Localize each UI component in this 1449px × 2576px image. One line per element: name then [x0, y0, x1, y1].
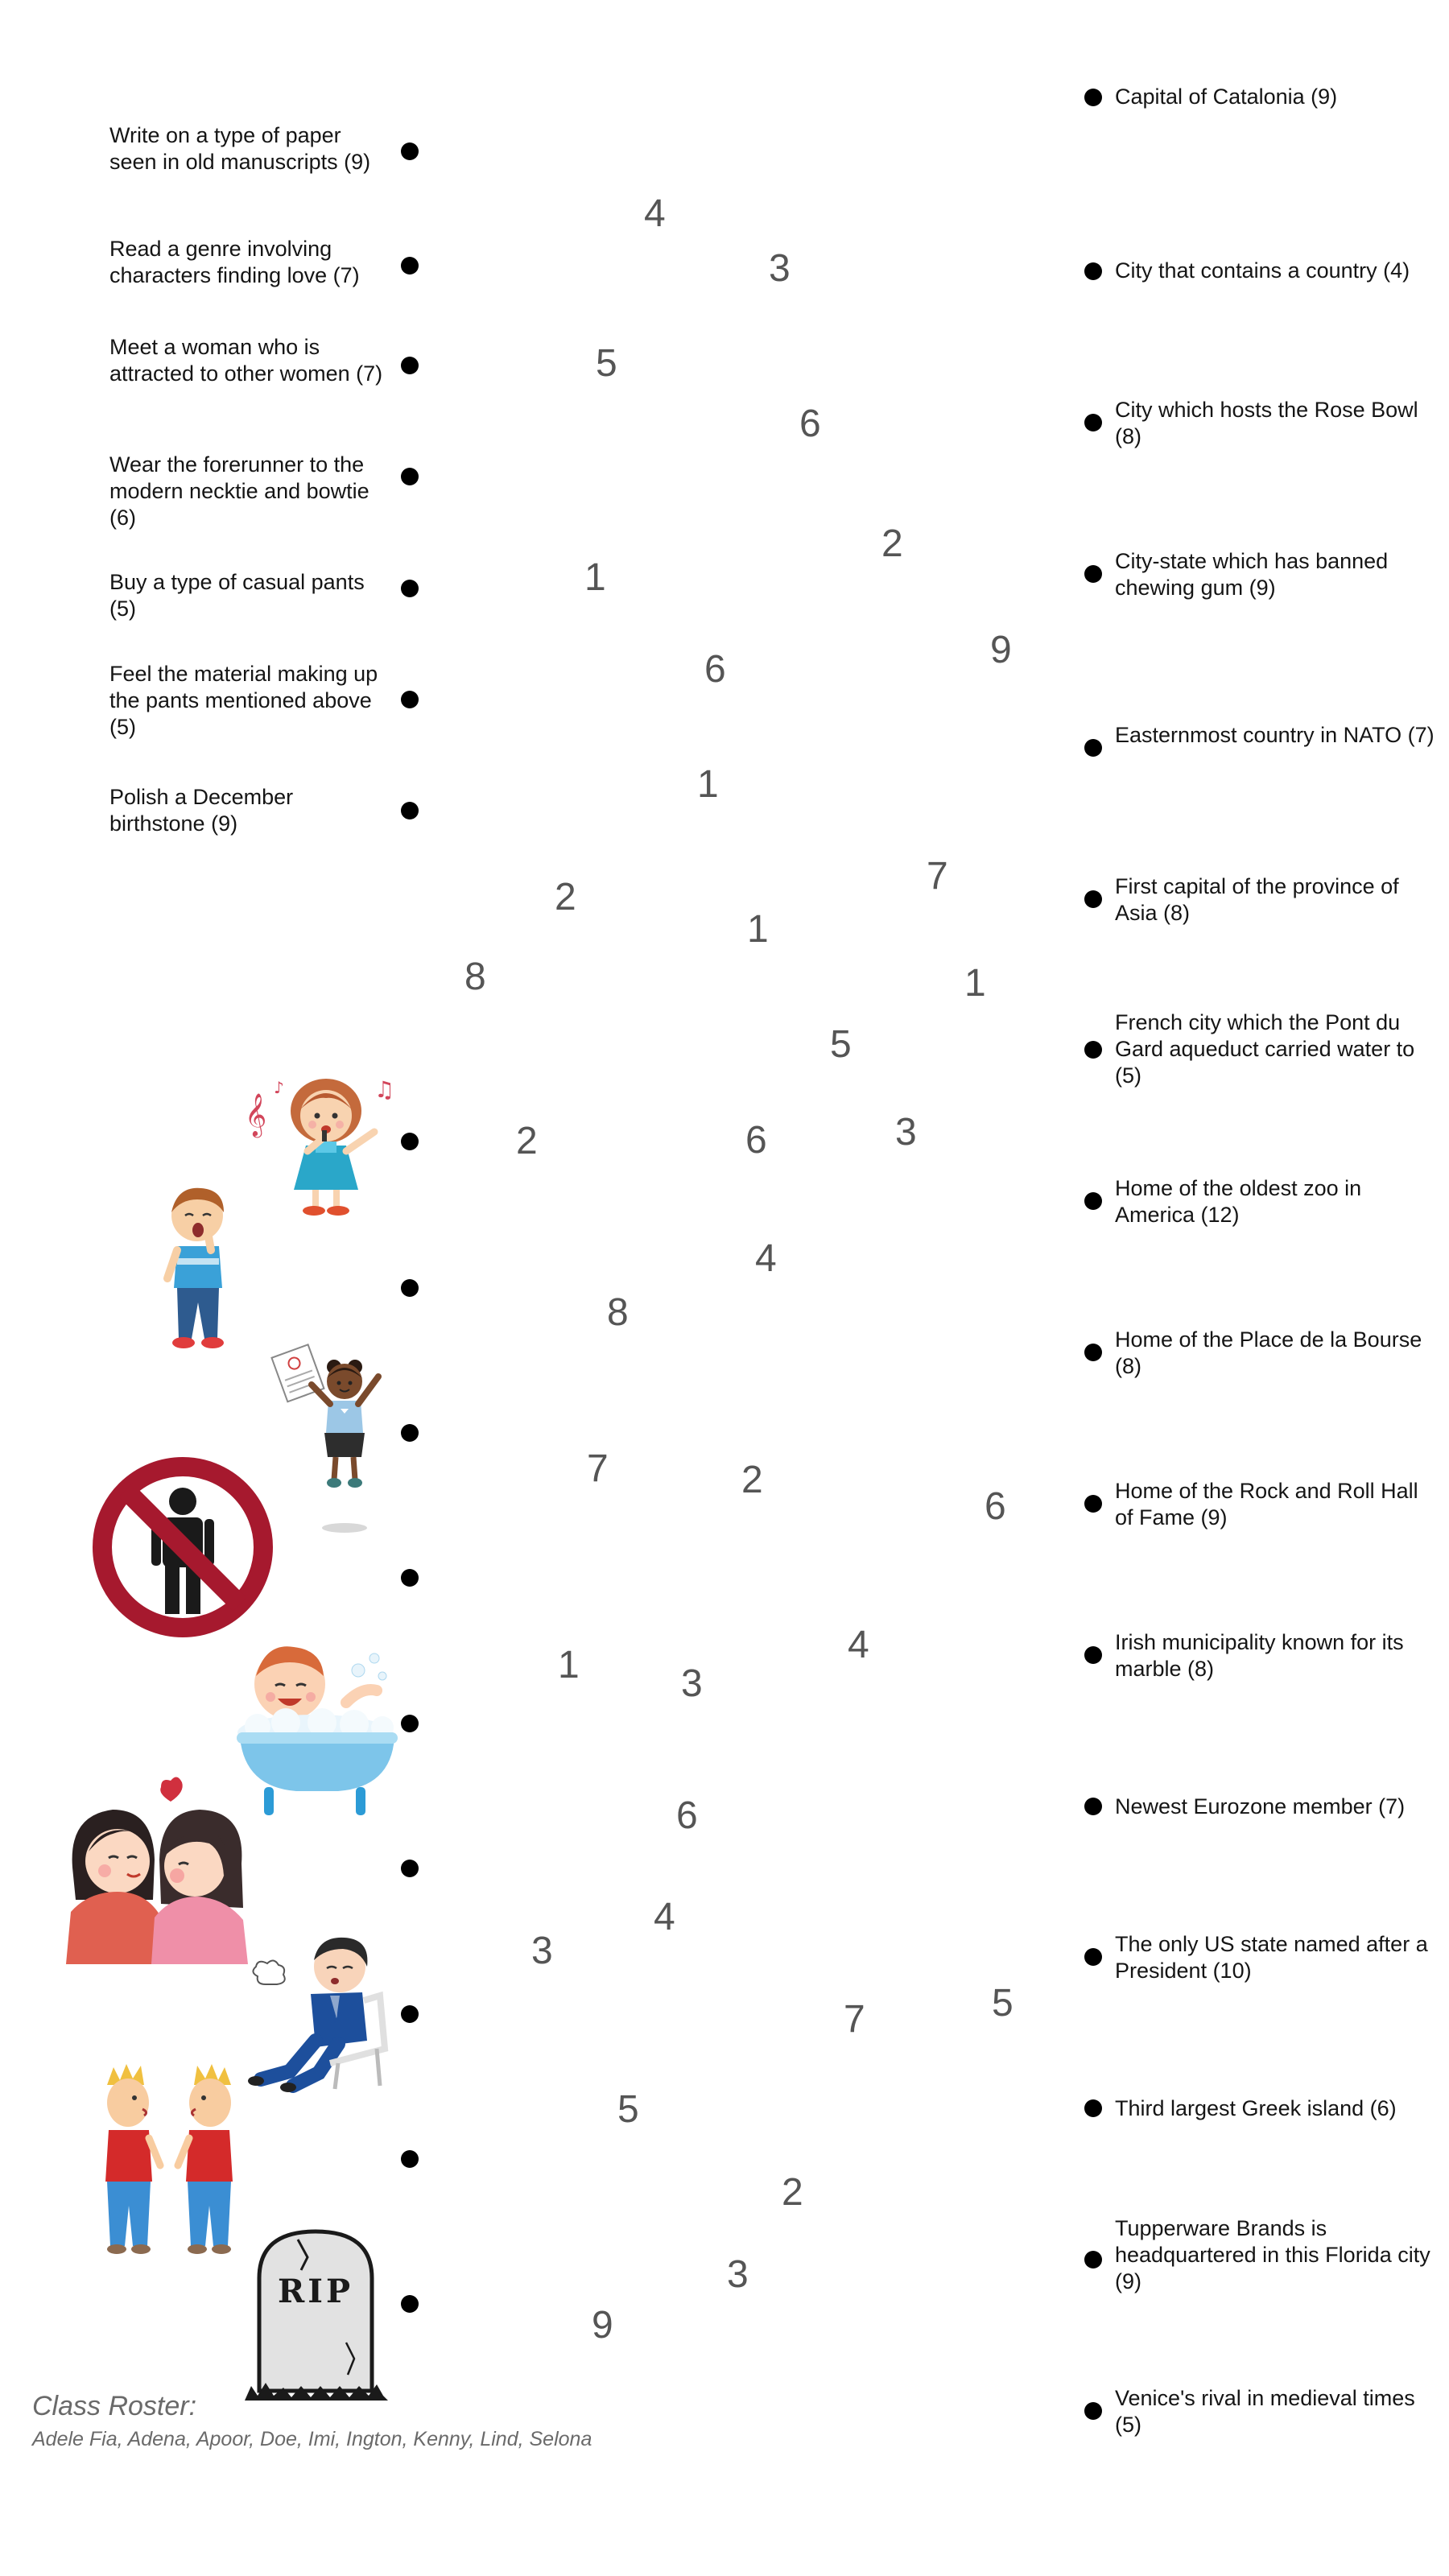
left-dot[interactable]: [401, 580, 419, 597]
right-clue-16: Venice's rival in medieval times (5): [1115, 2386, 1415, 2437]
baby-in-bathtub-icon: [233, 1626, 402, 1827]
scatter-number: 4: [644, 192, 666, 235]
left-dot[interactable]: [401, 2295, 419, 2313]
arguing-twins-icon: [93, 2061, 246, 2262]
scatter-number: 4: [848, 1624, 869, 1666]
left-dot[interactable]: [401, 357, 419, 374]
scatter-number: 9: [990, 629, 1012, 671]
left-clue-6: Feel the material making up the pants mentioned above (5): [109, 662, 378, 739]
right-clue-11: Irish municipality known for its marble (8): [1115, 1630, 1404, 1681]
scatter-number: 6: [799, 402, 821, 445]
svg-text:RIP: RIP: [277, 2273, 354, 2310]
left-clue-2: Read a genre involving characters finding love (7): [109, 237, 360, 287]
left-dot[interactable]: [401, 691, 419, 708]
scatter-number: 2: [782, 2171, 803, 2214]
scatter-number: 4: [755, 1237, 777, 1280]
left-dot[interactable]: [401, 142, 419, 160]
right-dot[interactable]: [1084, 1646, 1102, 1664]
left-dot[interactable]: [401, 257, 419, 275]
right-clue-14: Third largest Greek island (6): [1115, 2096, 1397, 2120]
right-dot[interactable]: [1084, 414, 1102, 431]
right-dot[interactable]: [1084, 1041, 1102, 1059]
right-dot[interactable]: [1084, 1798, 1102, 1815]
sleeping-man-in-chair-icon: [242, 1928, 394, 2097]
yawning-boy-icon: [153, 1182, 242, 1359]
left-dot[interactable]: [401, 2150, 419, 2168]
left-clue-3: Meet a woman who is attracted to other women (7): [109, 335, 383, 386]
left-dot[interactable]: [401, 1860, 419, 1877]
right-clue-7: French city which the Pont du Gard aqueduct carried water to (5): [1115, 1010, 1415, 1088]
right-dot[interactable]: [1084, 1948, 1102, 1966]
right-clue-2: City that contains a country (4): [1115, 258, 1410, 283]
scatter-number: 7: [844, 1998, 865, 2041]
right-dot[interactable]: [1084, 1495, 1102, 1513]
right-dot[interactable]: [1084, 890, 1102, 908]
right-clue-10: Home of the Rock and Roll Hall of Fame (9): [1115, 1479, 1418, 1530]
right-clue-13: The only US state named after a President (10): [1115, 1932, 1428, 1983]
right-dot[interactable]: [1084, 1192, 1102, 1210]
scatter-number: 2: [741, 1459, 763, 1501]
scatter-number: 8: [464, 956, 486, 998]
scatter-number: 3: [769, 247, 791, 290]
right-clue-4: City-state which has banned chewing gum (9): [1115, 549, 1389, 600]
scatter-number: 7: [927, 855, 948, 898]
scatter-number: 3: [531, 1930, 553, 1972]
scatter-number: 1: [747, 908, 769, 951]
right-clue-12: Newest Eurozone member (7): [1115, 1794, 1406, 1818]
right-clue-9: Home of the Place de la Bourse (8): [1115, 1327, 1422, 1378]
right-dot[interactable]: [1084, 565, 1102, 583]
right-dot[interactable]: [1084, 89, 1102, 106]
singing-girl-icon: [242, 1061, 402, 1222]
left-dot[interactable]: [401, 802, 419, 819]
scatter-number: 1: [584, 556, 606, 599]
right-clue-3: City which hosts the Rose Bowl (8): [1115, 398, 1418, 448]
scatter-number: 1: [558, 1644, 580, 1686]
right-clue-8: Home of the oldest zoo in America (12): [1115, 1176, 1362, 1227]
scatter-number: 6: [704, 648, 726, 691]
scatter-number: 5: [830, 1023, 852, 1066]
left-clue-5: Buy a type of casual pants (5): [109, 570, 365, 621]
scatter-number: 4: [654, 1896, 675, 1938]
svg-text:♫: ♫: [374, 1076, 395, 1103]
scatter-number: 7: [587, 1447, 609, 1490]
scatter-number: 8: [607, 1291, 629, 1334]
right-dot[interactable]: [1084, 262, 1102, 280]
no-men-sign-icon: [89, 1453, 278, 1642]
scatter-number: 6: [985, 1485, 1006, 1528]
roster-title: Class Roster:: [32, 2391, 197, 2421]
scatter-number: 9: [592, 2304, 613, 2347]
scatter-number: 6: [745, 1119, 767, 1162]
right-clue-5: Easternmost country in NATO (7): [1115, 723, 1435, 747]
left-dot[interactable]: [401, 1715, 419, 1732]
right-clue-15: Tupperware Brands is headquartered in this Florida city (9): [1115, 2216, 1430, 2293]
right-dot[interactable]: [1084, 1344, 1102, 1361]
kissing-women-icon: [64, 1771, 250, 1964]
left-dot[interactable]: [401, 468, 419, 485]
left-dot[interactable]: [401, 2005, 419, 2023]
scatter-number: 5: [596, 342, 617, 385]
scatter-number: 5: [992, 1982, 1013, 2025]
left-dot[interactable]: [401, 1279, 419, 1297]
left-clue-4: Wear the forerunner to the modern necktie and bowtie (6): [109, 452, 369, 530]
right-clue-1: Capital of Catalonia (9): [1115, 85, 1338, 109]
scatter-number: 3: [681, 1662, 703, 1705]
svg-text:♪: ♪: [274, 1078, 284, 1097]
right-dot[interactable]: [1084, 2402, 1102, 2420]
roster-names: Adele Fia, Adena, Apoor, Doe, Imi, Ington, Kenny, Lind, Selona: [32, 2428, 592, 2450]
rip-tombstone-icon: [242, 2222, 390, 2407]
scatter-number: 3: [895, 1111, 917, 1154]
right-dot[interactable]: [1084, 2251, 1102, 2268]
scatter-number: 3: [727, 2253, 749, 2296]
left-dot[interactable]: [401, 1424, 419, 1442]
left-dot[interactable]: [401, 1133, 419, 1150]
scatter-number: 2: [881, 522, 903, 565]
scatter-number: 1: [697, 763, 719, 806]
left-dot[interactable]: [401, 1569, 419, 1587]
scatter-number: 1: [964, 962, 986, 1005]
svg-text:𝄞: 𝄞: [245, 1092, 267, 1136]
scatter-number: 2: [516, 1120, 538, 1162]
left-clue-7: Polish a December birthstone (9): [109, 785, 294, 836]
right-dot[interactable]: [1084, 739, 1102, 757]
scatter-number: 2: [555, 876, 576, 919]
right-dot[interactable]: [1084, 2099, 1102, 2117]
scatter-number: 5: [617, 2088, 639, 2131]
jumping-girl-with-paper-icon: [270, 1335, 390, 1544]
right-clue-6: First capital of the province of Asia (8): [1115, 874, 1399, 925]
scatter-number: 6: [676, 1794, 698, 1837]
left-clue-1: Write on a type of paper seen in old manuscripts (9): [109, 123, 371, 174]
